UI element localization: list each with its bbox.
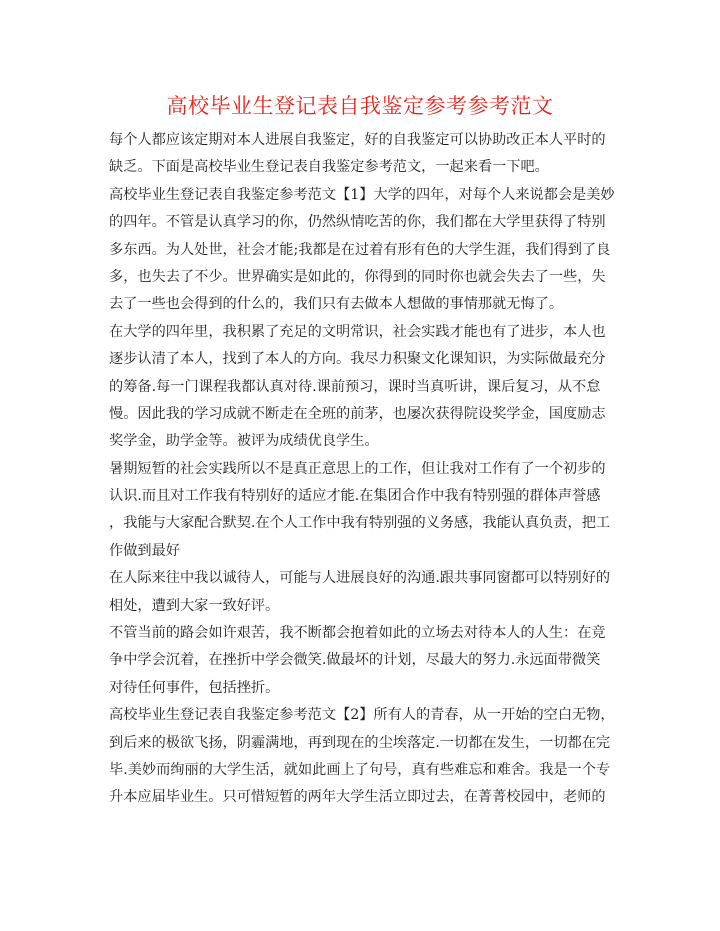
text-line: 多东西。为人处世，社会才能;我都是在过着有形有色的大学生涯，我们得到了良 xyxy=(109,241,611,258)
text-line: 高校毕业生登记表自我鉴定参考范文【1】大学的四年，对每个人来说都会是美妙 xyxy=(109,186,615,203)
text-line: 作做到最好 xyxy=(109,542,180,559)
text-line: 多，也失去了不少。世界确实是如此的，你得到的同时你也就会失去了一些，失 xyxy=(109,268,606,285)
text-line: 认识.而且对工作我有特别好的适应才能.在集团合作中我有特别强的群体声誉感 xyxy=(109,488,601,505)
text-line: 暑期短暂的社会实践所以不是真正意思上的工作，但让我对工作有了一个初步的 xyxy=(109,460,606,477)
text-line: 对待任何事件，包括挫折。 xyxy=(109,679,280,696)
text-line: 逐步认清了本人，找到了本人的方向。我尽力积聚文化课知识，为实际做最充分 xyxy=(109,351,606,368)
text-line: 到后来的极欲飞扬，阴霾满地，再到现在的尘埃落定.一切都在发生，一切都在完 xyxy=(109,734,611,751)
text-line: 的四年。不管是认真学习的你，仍然纵情吃苦的你，我们都在大学里获得了特别 xyxy=(109,214,606,231)
text-line: 奖学金，助学金等。被评为成绩优良学生。 xyxy=(109,433,379,450)
text-line: 缺乏。下面是高校毕业生登记表自我鉴定参考范文，一起来看一下吧。 xyxy=(109,159,549,176)
text-line: 每个人都应该定期对本人进展自我鉴定，好的自我鉴定可以协助改正本人平时的 xyxy=(109,132,606,148)
text-line: 不管当前的路会如许艰苦，我不断都会抱着如此的立场去对待本人的人生：在竞 xyxy=(109,625,606,642)
text-line: 相处，遭到大家一致好评。 xyxy=(109,597,280,614)
text-line: 毕.美妙而绚丽的大学生活，就如此画上了句号，真有些难忘和难舍。我是一个专 xyxy=(109,761,611,778)
text-line: 在人际来往中我以诚待人，可能与人进展良好的沟通.跟共事同窗都可以特别好的 xyxy=(109,570,611,587)
document-title: 高校毕业生登记表自我鉴定参考参考范文 xyxy=(166,94,554,118)
text-line: 升本应届毕业生。只可惜短暂的两年大学生活立即过去，在菁菁校园中，老师的 xyxy=(109,789,606,806)
text-line: ，我能与大家配合默契.在个人工作中我有特别强的义务感，我能认真负责，把工 xyxy=(109,515,611,532)
text-line: 的筹备.每一门课程我都认真对待.课前预习，课时当真听讲，课后复习，从不怠 xyxy=(109,378,601,395)
text-line: 争中学会沉着，在挫折中学会微笑.做最坏的计划，尽最大的努力.永远面带微笑 xyxy=(109,652,601,669)
text-line: 在大学的四年里，我积累了充足的文明常识，社会实践才能也有了进步，本人也 xyxy=(109,323,606,340)
text-line: 高校毕业生登记表自我鉴定参考范文【2】所有人的青春，从一开始的空白无物， xyxy=(109,707,615,724)
text-line: 慢。因此我的学习成就不断走在全班的前茅，也屡次获得院设奖学金，国度励志 xyxy=(109,405,606,422)
document-body xyxy=(109,127,619,812)
text-line: 去了一些也会得到的什么的，我们只有去做本人想做的事情那就无悔了。 xyxy=(109,296,564,313)
